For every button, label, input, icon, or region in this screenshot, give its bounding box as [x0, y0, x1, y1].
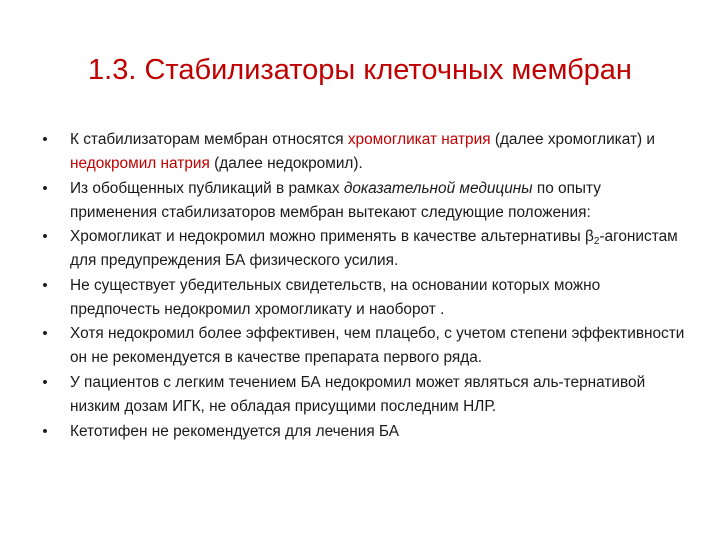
bullet-text: К стабилизаторам мембран относятся — [70, 131, 348, 148]
bullet-text: (далее хромогликат) и — [490, 131, 656, 148]
bullet-text: Кетотифен не рекомендуется для лечения БА — [70, 422, 399, 440]
bullet-item — [38, 420, 688, 444]
bullet-text: Из обобщенных публикаций в рамках — [70, 179, 344, 197]
bullet-item — [38, 177, 688, 225]
bullet-text: -агонистам для предупреждения БА физического усилия. — [70, 228, 678, 270]
bullet-item — [38, 225, 688, 273]
bullet-text: по опыту применения стабилизаторов мембран вытекают следующие положения: — [70, 179, 601, 221]
bullet-item — [38, 322, 688, 370]
bullet-item — [38, 371, 688, 419]
bullet-dot-icon: • — [42, 373, 48, 391]
bullet-dot-icon: • — [42, 276, 48, 294]
bullet-dot-icon: • — [42, 422, 48, 440]
slide-title: 1.3. Стабилизаторы клеточных мембран — [88, 54, 632, 86]
bullet-text: хромогликат натрия — [347, 131, 491, 148]
bullet-text: Не существует убедительных свидетельств, на основании которых можно предпочесть недокромил хромогликату и наоборот . — [70, 276, 601, 318]
bullet-text: 2 — [593, 236, 600, 248]
bullet-list — [38, 128, 688, 444]
bullet-item — [38, 274, 688, 322]
bullet-text: Хотя недокромил более эффективен, чем плацебо, с учетом степени эффективности он не рекомендуется в качестве препарата первого ряда. — [70, 325, 685, 367]
bullet-text: (далее недокромил). — [209, 155, 363, 172]
bullet-dot-icon: • — [42, 179, 48, 197]
bullet-dot-icon: • — [42, 325, 48, 343]
bullet-item — [38, 128, 688, 176]
bullet-text: доказательной медицины — [343, 179, 533, 197]
bullet-dot-icon: • — [42, 131, 48, 148]
bullet-text: Хромогликат и недокромил можно применять в качестве альтернативы β — [70, 228, 594, 246]
bullet-dot-icon: • — [42, 228, 48, 246]
bullet-text: У пациентов с легким течением БА недокромил может являться аль-тернативой низким дозам ИГК, не обладая присущими последним НЛР. — [70, 373, 646, 415]
bullet-text: недокромил натрия — [70, 155, 210, 172]
